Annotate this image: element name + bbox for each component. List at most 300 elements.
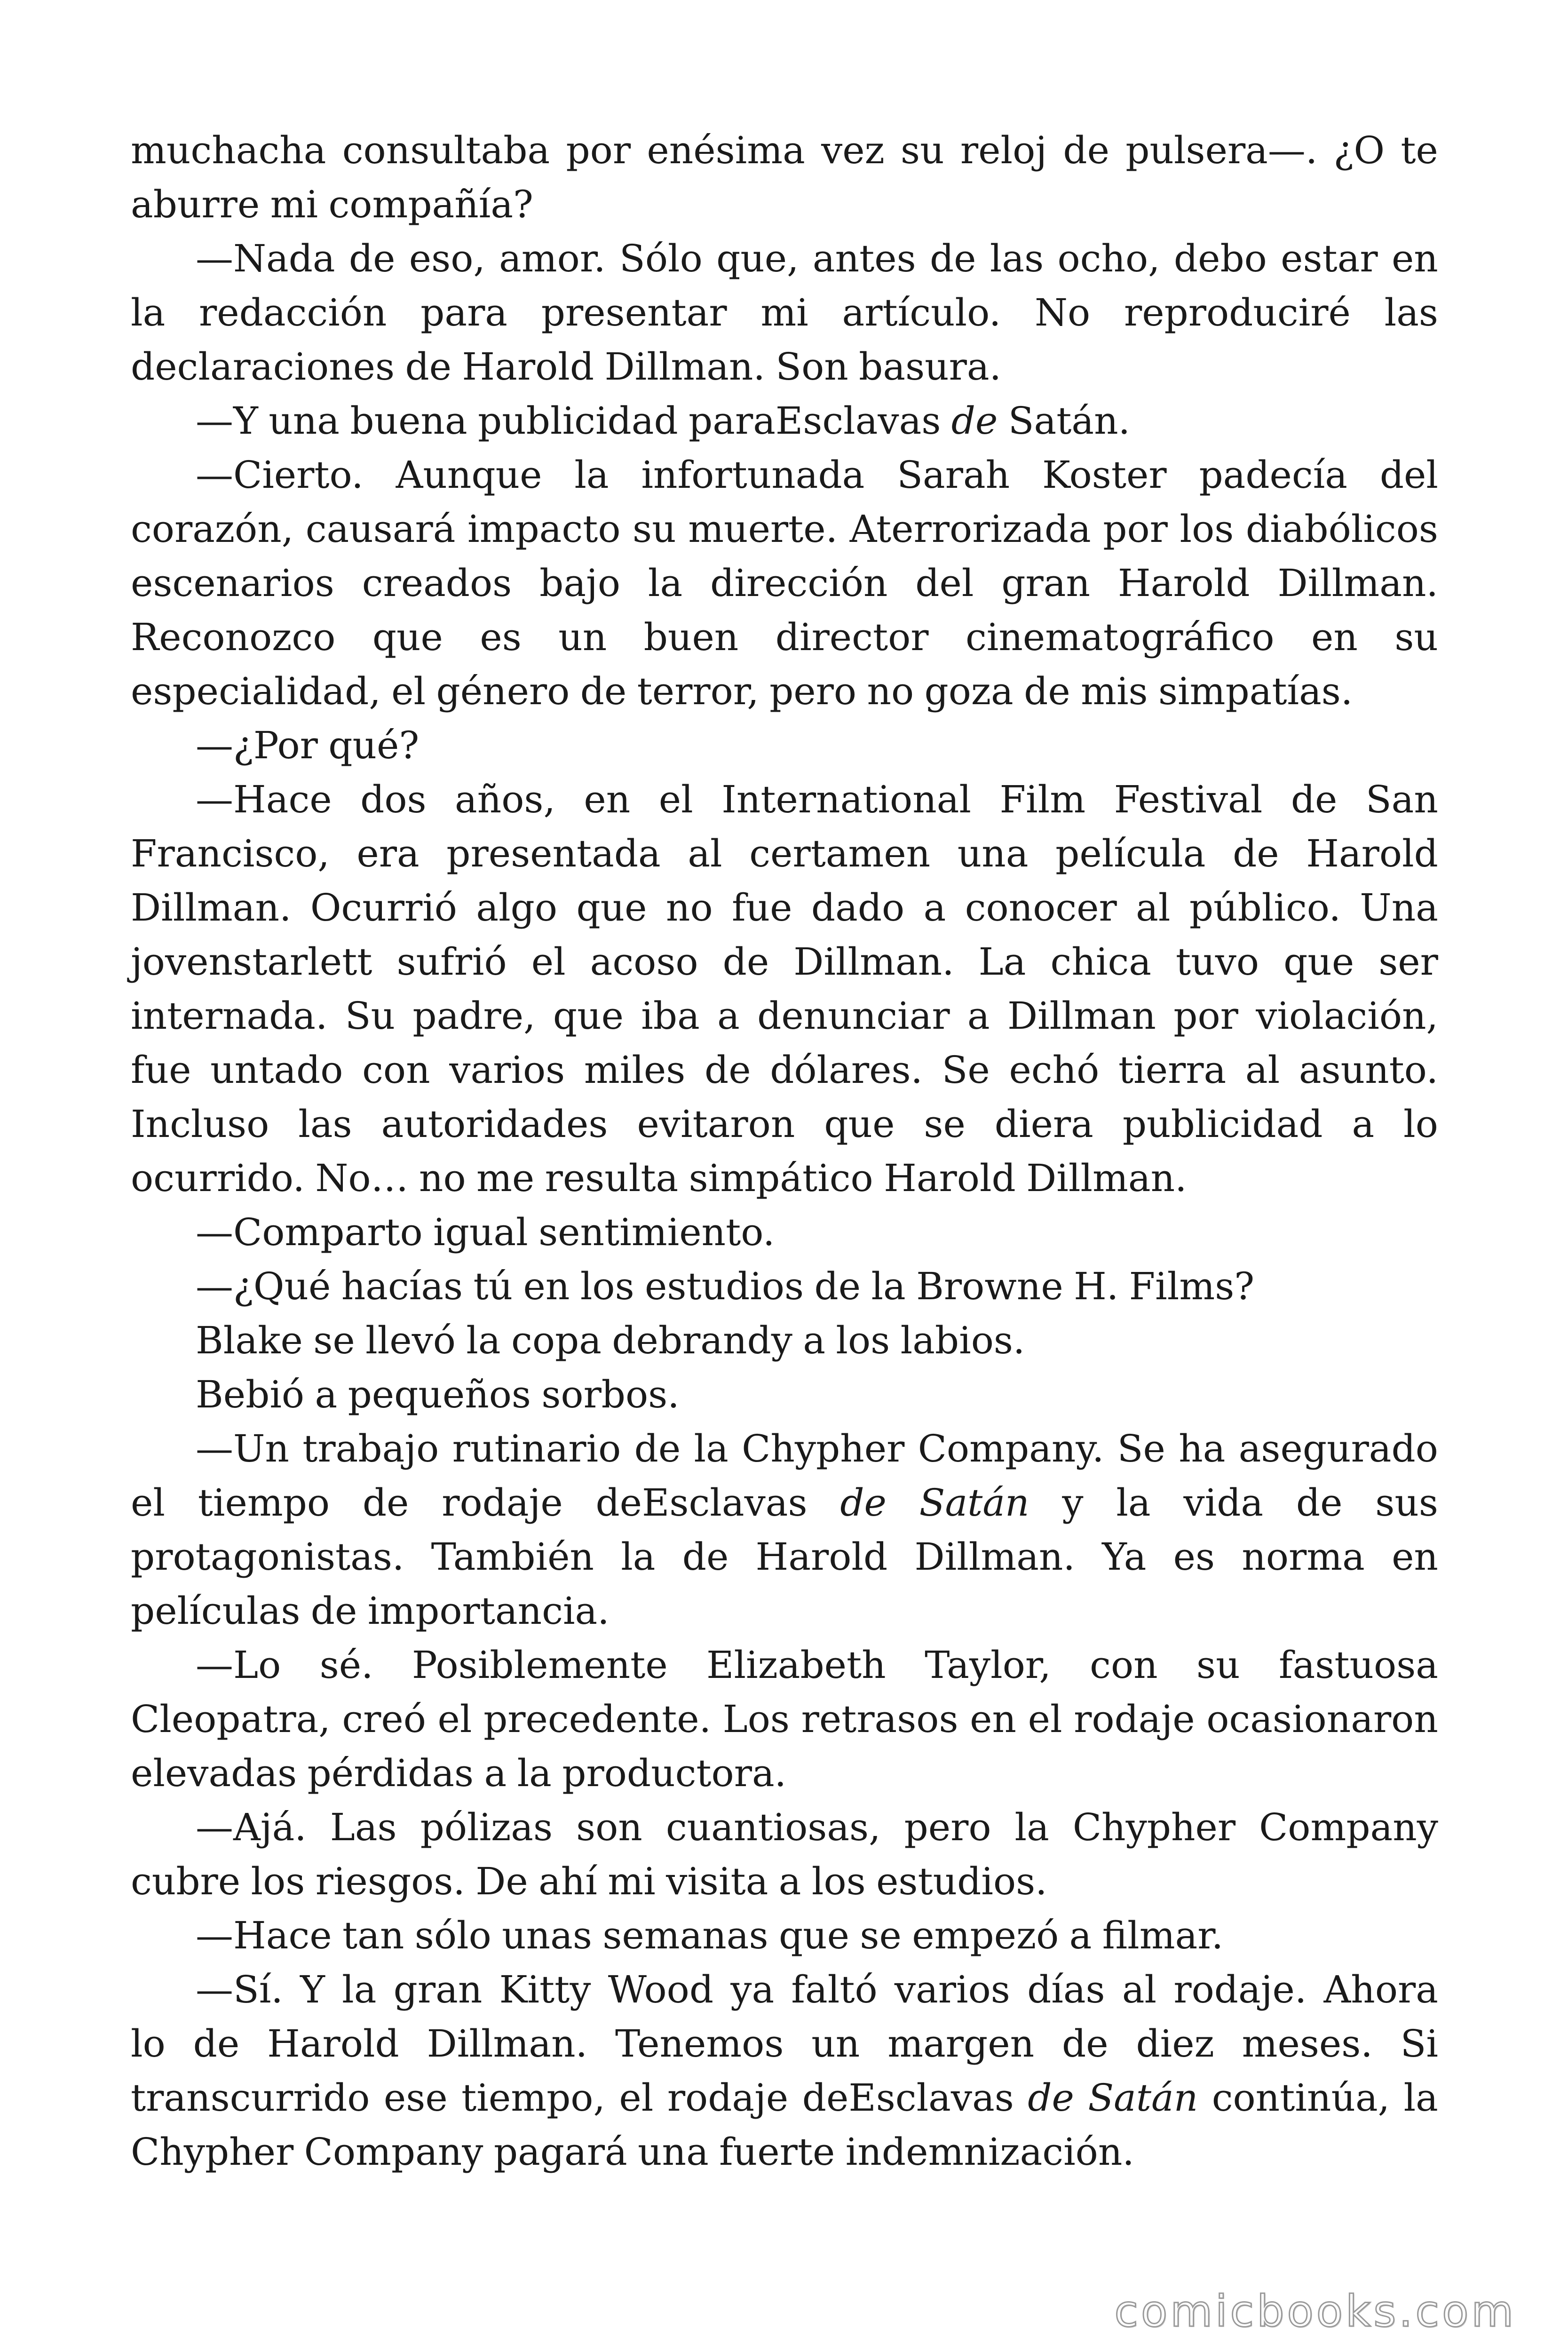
word: se	[860, 1914, 902, 1957]
word-group	[1008, 399, 1130, 443]
word: su	[1394, 615, 1438, 659]
word: continúa,	[1212, 2076, 1390, 2120]
word: películas	[131, 1589, 301, 1633]
text-line	[131, 610, 1438, 664]
word: con	[1090, 1643, 1158, 1687]
word: Si	[1400, 2022, 1438, 2066]
word: las	[990, 237, 1044, 280]
word: De	[475, 1859, 528, 1903]
word: que	[576, 886, 647, 930]
word: Harold	[267, 2022, 399, 2066]
word: de	[722, 940, 769, 984]
word: no	[867, 669, 914, 713]
word: rodaje	[667, 2076, 789, 2120]
text-line	[131, 1746, 1438, 1800]
text-line	[131, 1476, 1438, 1530]
word: visita	[666, 1859, 768, 1903]
word: fue	[131, 1048, 191, 1092]
word: asunto.	[1299, 1048, 1438, 1092]
word: público.	[1189, 886, 1341, 930]
word: por	[1103, 507, 1168, 551]
word: no	[665, 886, 713, 930]
word: Dillman.	[914, 1535, 1075, 1579]
word: de	[405, 345, 452, 389]
word: de	[1063, 128, 1109, 172]
word: de	[348, 237, 396, 280]
word: de	[682, 1535, 729, 1579]
word: productora.	[562, 1751, 787, 1795]
word: el	[437, 1697, 472, 1741]
word-group	[802, 2071, 1014, 2125]
word: dos	[360, 778, 427, 821]
word: gran	[1001, 561, 1090, 605]
word: que	[1283, 940, 1354, 984]
word: Dillman.	[604, 345, 765, 389]
text-line	[131, 448, 1438, 502]
word: tiempo,	[461, 2076, 605, 2120]
word: varios	[894, 1968, 1010, 2011]
word: sufrió	[396, 940, 507, 984]
word: —Hace	[196, 778, 332, 821]
word: La	[978, 940, 1026, 984]
word: rodaje	[1074, 1697, 1195, 1741]
word: a	[923, 886, 946, 930]
word: cubre	[131, 1859, 241, 1903]
word: Se	[1117, 1427, 1165, 1470]
word: compañía?	[328, 183, 533, 226]
word: corazón,	[131, 507, 294, 551]
word: norma	[1242, 1535, 1365, 1579]
word: resulta	[545, 1156, 679, 1200]
word: faltó	[791, 1968, 878, 2011]
word: película	[1055, 832, 1206, 875]
word: escenarios	[131, 561, 334, 605]
word: dólares.	[770, 1048, 923, 1092]
word: empezó	[912, 1914, 1059, 1957]
word: Dillman.	[131, 886, 292, 930]
word: Kitty	[499, 1968, 591, 2011]
text-line	[131, 1963, 1438, 2017]
word: al	[688, 832, 722, 875]
word: Bebió	[196, 1373, 305, 1416]
word: a	[803, 1319, 826, 1362]
word: Sarah	[897, 453, 1010, 497]
word: los	[580, 1264, 634, 1308]
text-line	[131, 1422, 1438, 1476]
word: su	[1196, 1643, 1240, 1687]
text-line	[131, 1151, 1438, 1205]
text-line	[131, 664, 1438, 718]
body-text	[131, 123, 1438, 2179]
word: pólizas	[420, 1805, 553, 1849]
text-line	[131, 2125, 1438, 2179]
word: Wood	[608, 1968, 714, 2011]
word: transcurrido	[131, 2076, 370, 2120]
word: de	[310, 1589, 357, 1633]
word: de	[580, 669, 627, 713]
word: a	[778, 1859, 801, 1903]
word: pero	[769, 669, 857, 713]
word: en	[1311, 615, 1358, 659]
italic-word: de	[1028, 2076, 1074, 2120]
word: indemnización.	[845, 2130, 1134, 2174]
text-line	[131, 177, 1438, 231]
word: Ocurrió	[310, 886, 457, 930]
word: —Sí.	[196, 1968, 283, 2011]
word: Ahora	[1323, 1968, 1438, 2011]
word: una	[269, 399, 340, 443]
italic-word: Esclavas	[642, 1481, 808, 1525]
word: Dillman.	[1026, 1156, 1187, 1200]
word: de	[814, 1264, 861, 1308]
word: Harold	[1117, 561, 1250, 605]
word: la	[694, 1427, 729, 1470]
word: era	[356, 832, 420, 875]
word: mi	[270, 183, 318, 226]
word: a	[717, 994, 740, 1038]
word: se	[313, 1319, 355, 1362]
word: lo	[131, 2022, 166, 2066]
word: de	[1061, 2022, 1109, 2066]
word: pulsera—.	[1125, 128, 1318, 172]
word: de	[1024, 669, 1070, 713]
word: una	[957, 832, 1029, 875]
word: a	[1069, 1914, 1092, 1957]
text-line	[131, 1854, 1438, 1908]
word: aburre	[131, 183, 260, 226]
word: —Lo	[196, 1643, 281, 1687]
word: meses.	[1242, 2022, 1373, 2066]
text-line	[131, 826, 1438, 881]
word: echó	[1009, 1048, 1100, 1092]
word: la	[131, 291, 166, 334]
word: pagará	[493, 2130, 627, 2174]
word: tan	[342, 1914, 404, 1957]
word: creó	[342, 1697, 426, 1741]
word: Los	[722, 1697, 790, 1741]
word: labios.	[900, 1319, 1025, 1362]
word: vez	[821, 128, 885, 172]
word: fuerte	[719, 2130, 835, 2174]
word: de	[1233, 832, 1279, 875]
word: años,	[455, 778, 555, 821]
word: pero	[904, 1805, 991, 1849]
text-line	[131, 1638, 1438, 1692]
word: San	[1365, 778, 1438, 821]
word: Son	[776, 345, 848, 389]
word: Harold	[755, 1535, 888, 1579]
word: y	[1062, 1481, 1084, 1525]
word: Tenemos	[615, 2022, 784, 2066]
word: tierra	[1118, 1048, 1227, 1092]
word: .	[1118, 399, 1131, 443]
word: llevó	[365, 1319, 456, 1362]
word: son	[576, 1805, 642, 1849]
text-line	[131, 231, 1438, 286]
word: qué?	[328, 723, 420, 767]
word: un	[558, 615, 607, 659]
word: padecía	[1199, 453, 1347, 497]
word: Films?	[1129, 1264, 1255, 1308]
word: Una	[1360, 886, 1438, 930]
word: estar	[1281, 237, 1378, 280]
word: infortunada	[641, 453, 865, 497]
word: Aterrorizada	[849, 507, 1091, 551]
word: sólo	[414, 1914, 491, 1957]
word: rodaje.	[1173, 1968, 1307, 2011]
word: las	[298, 1102, 352, 1146]
word: elevadas	[131, 1751, 297, 1795]
word: tiempo	[198, 1481, 330, 1525]
word: debo	[1173, 237, 1267, 280]
word: untado	[210, 1048, 343, 1092]
word: precedente.	[483, 1697, 712, 1741]
word: ya	[730, 1968, 775, 2011]
word-group	[595, 1476, 807, 1530]
text-line	[131, 1908, 1438, 1963]
word: creados	[362, 561, 512, 605]
word: reloj	[960, 128, 1047, 172]
text-line	[131, 123, 1438, 177]
word: ese	[383, 2076, 448, 2120]
word: Aunque	[396, 453, 542, 497]
text-line	[131, 1367, 1438, 1422]
word: filmar.	[1102, 1914, 1224, 1957]
word: trabajo	[302, 1427, 439, 1470]
word: de	[362, 1481, 409, 1525]
word: días	[1027, 1968, 1105, 2011]
word: miles	[584, 1048, 686, 1092]
word: protagonistas.	[131, 1535, 404, 1579]
word: los	[251, 1859, 305, 1903]
word: la	[871, 1264, 906, 1308]
word: ocurrido.	[131, 1156, 305, 1200]
word: por	[1173, 994, 1238, 1038]
word: Chypher	[131, 2130, 294, 2174]
word: Company.	[918, 1427, 1104, 1470]
text-line	[131, 1692, 1438, 1746]
word: Dillman	[1007, 994, 1156, 1038]
italic-word: Cleopatra	[131, 1697, 319, 1741]
word: rutinario	[452, 1427, 621, 1470]
word: artículo.	[842, 291, 1001, 334]
word: de	[612, 1319, 658, 1362]
word: Reconozco	[131, 615, 336, 659]
word: goza	[924, 669, 1014, 713]
word: de	[193, 2022, 240, 2066]
word: —Comparto	[196, 1210, 423, 1254]
word: que	[824, 1102, 895, 1146]
word: publicidad	[478, 399, 678, 443]
word: unas	[502, 1914, 592, 1957]
word: el	[131, 1481, 165, 1525]
word: dirección	[710, 561, 888, 605]
text-line	[131, 394, 1438, 448]
word: retrasos	[801, 1697, 958, 1741]
word: tú	[473, 1264, 513, 1308]
word: ocasionaron	[1206, 1697, 1438, 1741]
word: Su	[345, 994, 396, 1038]
word: en	[523, 1264, 570, 1308]
word: conocer	[965, 886, 1117, 930]
word: No	[1035, 291, 1091, 334]
word: de	[634, 1427, 681, 1470]
word: es	[480, 615, 522, 659]
word: del	[1379, 453, 1438, 497]
word: de	[704, 1048, 751, 1092]
word: a	[315, 1373, 338, 1416]
word: te	[1401, 128, 1438, 172]
italic-word: de	[951, 399, 998, 443]
word: enésima	[647, 128, 805, 172]
word: director	[775, 615, 929, 659]
word: simpatías.	[1158, 669, 1353, 713]
word: consultaba	[342, 128, 550, 172]
word: amor.	[499, 237, 606, 280]
word-group	[131, 1692, 331, 1746]
italic-word: brandy	[658, 1319, 792, 1362]
word: mi	[608, 1859, 656, 1903]
text-line	[131, 935, 1438, 989]
word: ,	[318, 1697, 331, 1741]
word: sé.	[319, 1643, 373, 1687]
word: riesgos.	[315, 1859, 465, 1903]
word: al	[1122, 1968, 1157, 2011]
word: varios	[449, 1048, 565, 1092]
text-line	[131, 340, 1438, 394]
word: Posiblemente	[412, 1643, 668, 1687]
word: los	[836, 1319, 890, 1362]
word: Sólo	[619, 237, 703, 280]
word: Dillman.	[427, 2022, 588, 2066]
word: a	[484, 1751, 507, 1795]
text-line	[131, 989, 1438, 1043]
word: Incluso	[131, 1102, 269, 1146]
text-line	[131, 1205, 1438, 1259]
word: Elizabeth	[706, 1643, 886, 1687]
word: padre,	[412, 994, 536, 1038]
word: se	[924, 1102, 966, 1146]
word: fastuosa	[1279, 1643, 1438, 1687]
word: que,	[716, 237, 799, 280]
word: Taylor,	[925, 1643, 1051, 1687]
word: —¿Qué	[196, 1264, 331, 1308]
italic-word: Esclavas	[848, 2076, 1014, 2120]
word: evitaron	[637, 1102, 795, 1146]
text-line	[131, 502, 1438, 556]
word: No…	[315, 1156, 409, 1200]
word: del	[915, 561, 974, 605]
word: También	[431, 1535, 594, 1579]
word: a	[1352, 1102, 1375, 1146]
word: antes	[812, 237, 916, 280]
word: tuvo	[1176, 940, 1259, 984]
word: importancia.	[367, 1589, 610, 1633]
word: joven	[131, 940, 233, 984]
word: estudios.	[876, 1859, 1047, 1903]
text-line	[131, 718, 1438, 772]
word: algo	[476, 886, 558, 930]
word: al	[1245, 1048, 1280, 1092]
word: en	[584, 778, 631, 821]
word: —Un	[196, 1427, 289, 1470]
word: chica	[1050, 940, 1151, 984]
word: eso,	[409, 237, 485, 280]
word: en	[1391, 237, 1438, 280]
text-line	[131, 881, 1438, 935]
word-group	[689, 399, 941, 443]
word: Company	[1259, 1805, 1438, 1849]
word: que	[372, 615, 443, 659]
word: me	[476, 1156, 535, 1200]
word: pérdidas	[307, 1751, 474, 1795]
word: la	[1403, 2076, 1438, 2120]
word: H.	[1074, 1264, 1119, 1308]
word: declaraciones	[131, 345, 395, 389]
word: —Ajá.	[196, 1805, 307, 1849]
word: internada.	[131, 994, 328, 1038]
word: ¿O	[1333, 128, 1385, 172]
word: el	[531, 940, 566, 984]
word: publicidad	[1122, 1102, 1323, 1146]
word: fue	[732, 886, 792, 930]
word: Film	[999, 778, 1086, 821]
word: no	[419, 1156, 466, 1200]
watermark: comicbooks.com	[1114, 2286, 1516, 2336]
text-line	[131, 556, 1438, 610]
word: violación,	[1256, 994, 1438, 1038]
text-line	[131, 1043, 1438, 1097]
text-line	[131, 1800, 1438, 1854]
word: de	[595, 1481, 642, 1525]
word: International	[721, 778, 972, 821]
text-line	[131, 1097, 1438, 1151]
word: el	[391, 669, 426, 713]
word: en	[1392, 1535, 1438, 1579]
word: muchacha	[131, 128, 326, 172]
word: Se	[942, 1048, 990, 1092]
word: autoridades	[381, 1102, 608, 1146]
word-group	[612, 1319, 792, 1362]
italic-word: starlett	[233, 940, 372, 984]
word: la	[574, 453, 609, 497]
word: mi	[760, 291, 808, 334]
word: mis	[1081, 669, 1148, 713]
word: Festival	[1114, 778, 1263, 821]
word: Dillman.	[793, 940, 954, 984]
word: Blake	[196, 1319, 303, 1362]
word: semanas	[602, 1914, 768, 1957]
word: la	[1014, 1805, 1049, 1849]
word: igual	[433, 1210, 528, 1254]
word: presentar	[541, 291, 727, 334]
word: basura.	[859, 345, 1002, 389]
text-line	[131, 286, 1438, 340]
word: la	[466, 1319, 501, 1362]
word: diez	[1136, 2022, 1214, 2066]
text-line	[131, 1313, 1438, 1367]
word: —Cierto.	[196, 453, 364, 497]
word: Harold	[462, 345, 594, 389]
word: con	[362, 1048, 430, 1092]
word: una	[638, 2130, 709, 2174]
word: —Y	[196, 399, 258, 443]
word: lo	[1403, 1102, 1438, 1146]
word: la	[648, 561, 683, 605]
word: denunciar	[757, 994, 950, 1038]
word: rodaje	[442, 1481, 563, 1525]
word: para	[420, 291, 507, 334]
